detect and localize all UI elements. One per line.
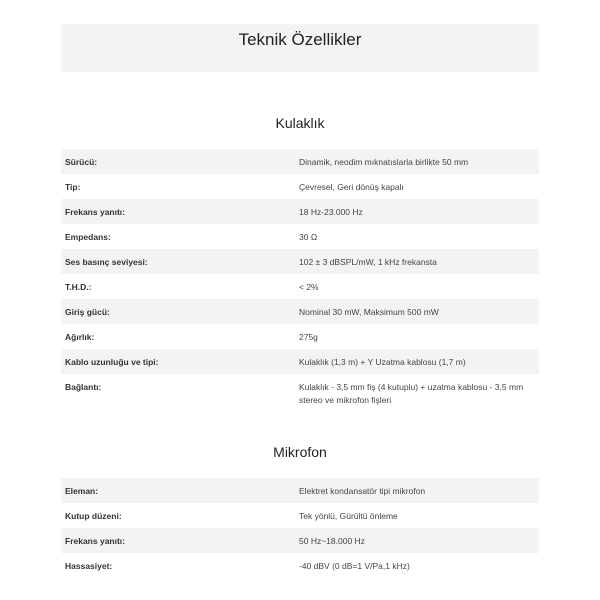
spec-key: Ses basınç seviyesi:	[61, 249, 295, 274]
table-row	[61, 324, 539, 349]
spec-value: 275g	[299, 332, 318, 342]
spec-value: 50 Hz~18.000 Hz	[295, 528, 539, 553]
table-row	[61, 374, 539, 412]
table-row	[61, 199, 539, 224]
table-row	[61, 274, 539, 299]
table-row	[61, 249, 539, 274]
spec-value: 30 Ω	[299, 232, 318, 242]
table-row	[61, 528, 539, 553]
page-title: Teknik Özellikler	[238, 30, 362, 49]
spec-value: Tek yönlü, Gürültü önleme	[299, 511, 398, 521]
spec-key: Sürücü:	[61, 149, 295, 174]
spec-value: Kulaklık (1,3 m) + Y Uzatma kablosu (1,7 m)	[295, 349, 539, 374]
spec-key: Kablo uzunluğu ve tipi:	[61, 349, 295, 374]
table-row	[61, 174, 539, 199]
spec-value: -40 dBV (0 dB=1 V/Pa,1 kHz)	[299, 561, 410, 571]
section-title-microphone: Mikrofon	[273, 444, 327, 460]
spec-key: Frekans yanıtı:	[61, 199, 295, 224]
spec-value: Kulaklık - 3,5 mm fiş (4 kutuplu) + uzatma kablosu - 3,5 mm stereo ve mikrofon fişleri	[299, 382, 524, 405]
spec-key: Empedans:	[65, 232, 111, 242]
page-title-banner	[61, 24, 539, 72]
table-row	[61, 299, 539, 324]
spec-value: < 2%	[299, 282, 319, 292]
spec-table-headphone	[61, 149, 539, 412]
table-row	[61, 149, 539, 174]
spec-key: Kutup düzeni:	[65, 511, 122, 521]
section-title-headphone: Kulaklık	[275, 115, 325, 131]
spec-key: Hassasiyet:	[65, 561, 113, 571]
spec-key: Ağırlık:	[65, 332, 95, 342]
spec-value: 18 Hz-23.000 Hz	[295, 199, 539, 224]
spec-value: 102 ± 3 dBSPL/mW, 1 kHz frekansta	[295, 249, 539, 274]
spec-key: T.H.D.:	[65, 282, 92, 292]
table-row	[61, 503, 539, 528]
table-row	[61, 553, 539, 578]
spec-key: Frekans yanıtı:	[61, 528, 295, 553]
spec-value: Dinamik, neodim mıknatıslarla birlikte 50 mm	[295, 149, 539, 174]
table-row	[61, 349, 539, 374]
spec-value: Çevresel, Geri dönüş kapalı	[299, 182, 404, 192]
spec-key: Eleman:	[61, 478, 295, 503]
spec-key: Bağlantı:	[65, 382, 102, 392]
table-row	[61, 478, 539, 503]
spec-value: Elektret kondansatör tipi mikrofon	[295, 478, 539, 503]
spec-key: Giriş gücü:	[61, 299, 295, 324]
spec-table-microphone	[61, 478, 539, 578]
spec-key: Tip:	[65, 182, 81, 192]
spec-value: Nominal 30 mW, Maksimum 500 mW	[295, 299, 539, 324]
table-row	[61, 224, 539, 249]
